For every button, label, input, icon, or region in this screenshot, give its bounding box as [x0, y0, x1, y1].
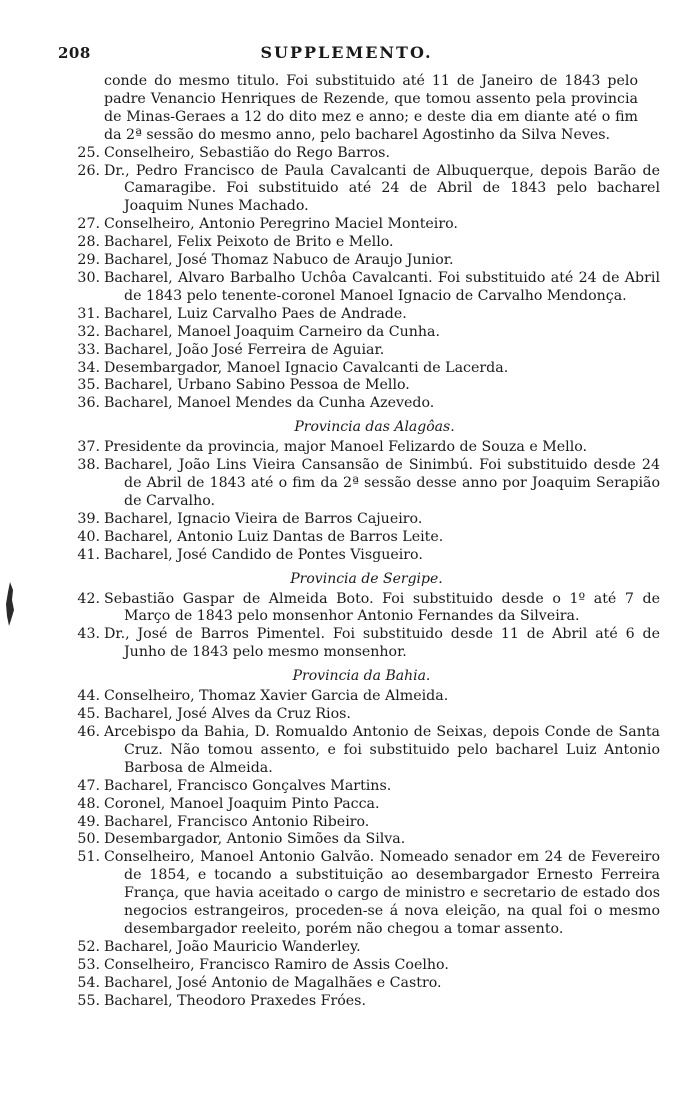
entries-bahia [0, 688, 693, 1010]
entry-text: Presidente da provincia, major Manoel Felizardo de Souza e Mello. [104, 439, 588, 456]
entry-number: 31. [77, 305, 100, 322]
entry-text: Bacharel, José Antonio de Magalhães e Castro. [104, 974, 442, 991]
entry-text: Dr., Pedro Francisco de Paula Cavalcanti de Albuquerque, depois Barão de Camaragibe. Foi substituido até 24 de Abril de 1843 pelo bacharel Joaquim Nunes Machado. [104, 162, 660, 215]
list-entry [0, 252, 693, 270]
section-heading-sergipe: Provincia de Sergipe. [290, 570, 443, 587]
list-entry [0, 993, 693, 1011]
entry-number: 37. [77, 439, 100, 456]
entry-number: 25. [77, 144, 100, 161]
list-entry [0, 849, 693, 939]
entry-number: 45. [77, 706, 100, 723]
entry-number: 30. [77, 269, 100, 286]
entry-number: 50. [77, 831, 100, 848]
entry-text: Sebastião Gaspar de Almeida Boto. Foi substituido desde o 1º até 7 de Março de 1843 pelo monsenhor Antonio Fernandes da Silveira. [104, 590, 660, 625]
list-entry [0, 511, 693, 529]
page-number: 208 [58, 44, 91, 62]
entry-number: 42. [77, 590, 100, 607]
entry-number: 35. [77, 377, 100, 394]
list-entry [0, 939, 693, 957]
list-entry [0, 342, 693, 360]
list-entry [0, 216, 693, 234]
list-entry [0, 706, 693, 724]
entry-number: 44. [77, 688, 100, 705]
list-entry [0, 439, 693, 457]
list-entry [0, 457, 693, 511]
list-entry [0, 626, 693, 662]
entry-number: 34. [77, 359, 100, 376]
entry-text: Conselheiro, Antonio Peregrino Maciel Monteiro. [104, 216, 458, 233]
entry-number: 55. [77, 992, 100, 1009]
entry-number: 41. [77, 546, 100, 563]
entry-number: 33. [77, 341, 100, 358]
entry-number: 40. [77, 528, 100, 545]
entry-text: Conselheiro, Thomaz Xavier Garcia de Almeida. [104, 688, 449, 705]
entry-number: 46. [77, 724, 100, 740]
list-entry [0, 163, 693, 217]
entry-number: 43. [77, 626, 100, 643]
entry-number: 39. [77, 510, 100, 527]
list-entry [0, 975, 693, 993]
entry-text: Bacharel, Luiz Carvalho Paes de Andrade. [104, 305, 407, 322]
list-entry [0, 591, 693, 627]
entry-text: Bacharel, Felix Peixoto de Brito e Mello. [104, 234, 394, 251]
entry-number: 48. [77, 795, 100, 812]
entry-text: Bacharel, Antonio Luiz Dantas de Barros Leite. [104, 528, 444, 545]
entry-text: Bacharel, Urbano Sabino Pessoa de Mello. [104, 377, 410, 394]
list-entry [0, 957, 693, 975]
entry-text: Bacharel, Francisco Antonio Ribeiro. [104, 813, 370, 830]
entry-text: Bacharel, Alvaro Barbalho Uchôa Cavalcanti. Foi substituido até 24 de Abril de 1843 pelo tenente-coronel Manoel Ignacio de Carvalho Mendonça. [104, 269, 660, 304]
entry-text: Bacharel, Manoel Joaquim Carneiro da Cunha. [104, 323, 440, 340]
list-entry [0, 324, 693, 342]
entry-text: Bacharel, Theodoro Praxedes Fróes. [104, 992, 366, 1009]
list-entry [0, 234, 693, 252]
list-entry [0, 688, 693, 706]
entry-text: Bacharel, João Lins Vieira Cansansão de Sinimbú. Foi substituido desde 24 de Abril de 1843 até o fim da 2ª sessão desse anno por Joaquim Serapião de Carvalho. [104, 457, 660, 509]
list-entry [0, 529, 693, 547]
entry-text: Conselheiro, Sebastião do Rego Barros. [104, 144, 390, 161]
section-heading-alagoas: Provincia das Alagôas. [294, 419, 455, 436]
entry-number: 36. [77, 395, 100, 412]
entry-text: Bacharel, Francisco Gonçalves Martins. [104, 777, 392, 794]
entry-text: Bacharel, Manoel Mendes da Cunha Azevedo. [104, 395, 435, 412]
page-header [0, 44, 693, 66]
entry-number: 26. [77, 162, 100, 179]
entry-text: Desembargador, Manoel Ignacio Cavalcanti de Lacerda. [104, 359, 509, 376]
entry-number: 53. [77, 956, 100, 973]
list-entry [0, 360, 693, 378]
entry-number: 32. [77, 323, 100, 340]
entry-text: Dr., José de Barros Pimentel. Foi substituido desde 11 de Abril até 6 de Junho de 1843 pelo mesmo monsenhor. [104, 626, 660, 661]
entry-number: 27. [77, 216, 100, 233]
entry-text: Bacharel, José Alves da Cruz Rios. [104, 706, 351, 723]
entry-number: 52. [77, 938, 100, 955]
entry-text: Desembargador, Antonio Simões da Silva. [104, 831, 406, 848]
list-entry [0, 145, 693, 163]
entry-text: Coronel, Manoel Joaquim Pinto Pacca. [104, 795, 380, 812]
section-heading-bahia: Provincia da Bahia. [292, 668, 431, 685]
entries-pernambuco [0, 145, 693, 414]
entry-number: 49. [77, 813, 100, 830]
continuation-paragraph: conde do mesmo titulo. Foi substituido até 11 de Janeiro de 1843 pelo padre Venancio Henriques de Rezende, que tomou assento pela provincia de Minas-Geraes a 12 do dito mez e anno; e deste dia em diante até o fim da 2ª sessão do mesmo anno, pelo bacharel Agostinho da Silva Neves. [104, 73, 638, 143]
list-entry [0, 796, 693, 814]
list-entry [0, 814, 693, 832]
entry-number: 47. [77, 777, 100, 794]
entry-number: 54. [77, 974, 100, 991]
list-entry [0, 724, 693, 778]
entry-text: Bacharel, José Thomaz Nabuco de Araujo Junior. [104, 252, 454, 269]
entries-alagoas [0, 439, 693, 564]
list-entry [0, 547, 693, 565]
list-entry [0, 395, 693, 413]
entry-text: Conselheiro, Manoel Antonio Galvão. Nomeado senador em 24 de Fevereiro de 1854, e tocando a substituição ao desembargador Ernesto Ferreira França, que havia aceitado o cargo de ministro e secretario de estado dos negocios estrangeiros, proceden-se á nova eleição, na qual foi o mesmo desembargador reeleito, porém não chegou a tomar assento. [104, 849, 660, 937]
entry-text: Bacharel, João Mauricio Wanderley. [104, 938, 361, 955]
entry-text: Arcebispo da Bahia, D. Romualdo Antonio de Seixas, depois Conde de Santa Cruz. Não tomou assento, e foi substituido pelo bacharel Luiz Antonio Barbosa de Almeida. [104, 724, 660, 776]
entries-sergipe [0, 591, 693, 663]
entry-text: Bacharel, José Candido de Pontes Visgueiro. [104, 546, 423, 563]
entry-text: Conselheiro, Francisco Ramiro de Assis Coelho. [104, 956, 449, 973]
list-entry [0, 831, 693, 849]
list-entry [0, 778, 693, 796]
page-body [0, 73, 693, 1011]
entry-number: 51. [77, 849, 100, 866]
list-entry [0, 270, 693, 306]
entry-text: Bacharel, João José Ferreira de Aguiar. [104, 341, 385, 358]
entry-number: 28. [77, 234, 100, 251]
running-title: SUPPLEMENTO. [260, 43, 433, 62]
entry-number: 29. [77, 252, 100, 269]
list-entry [0, 377, 693, 395]
entry-text: Bacharel, Ignacio Vieira de Barros Cajueiro. [104, 510, 423, 527]
entry-number: 38. [77, 457, 100, 474]
list-entry [0, 306, 693, 324]
